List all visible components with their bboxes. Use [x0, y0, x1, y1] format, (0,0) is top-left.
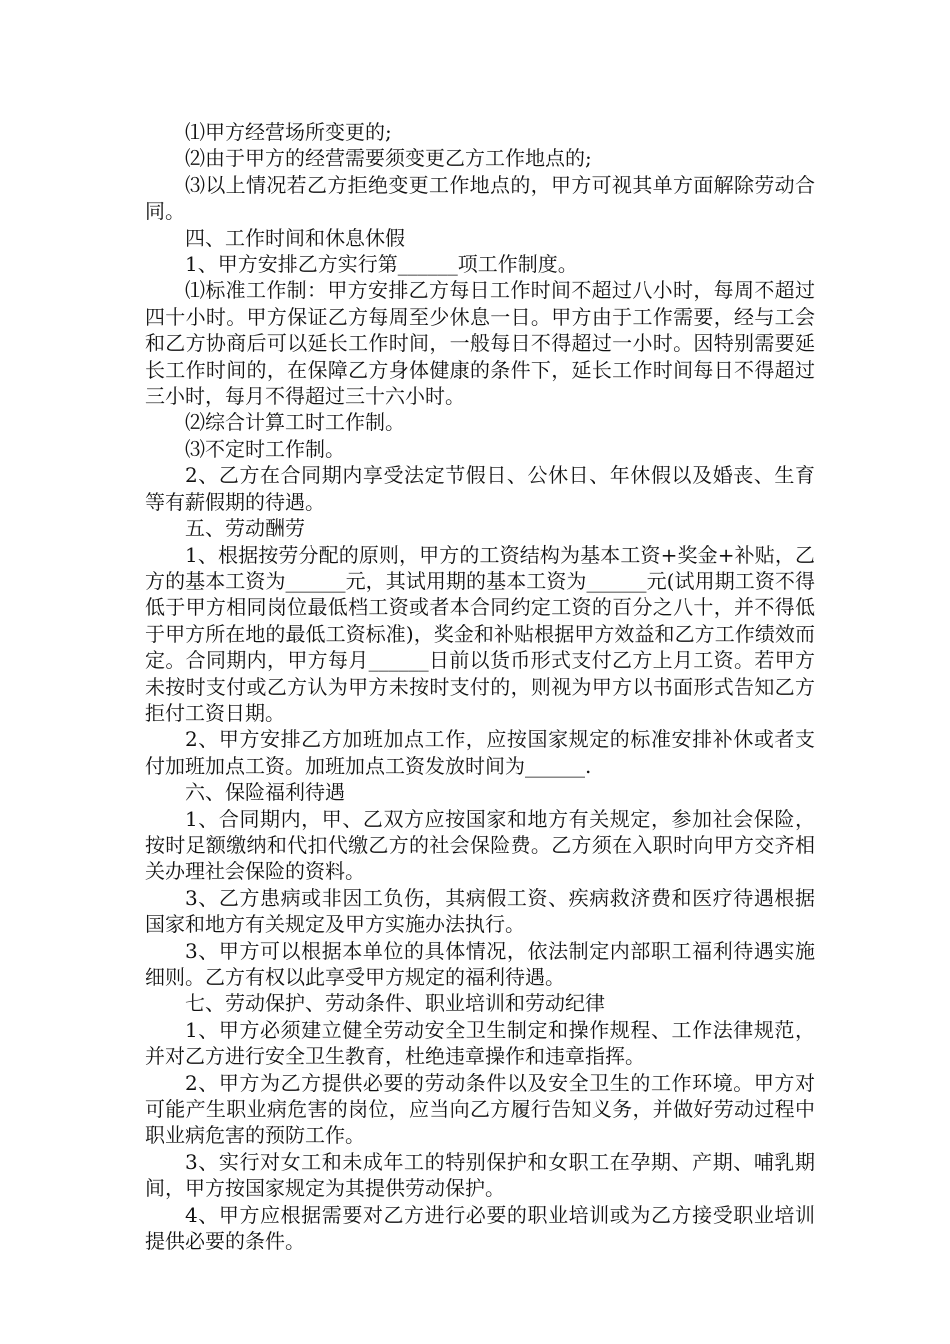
clause-5-1: 1、根据按劳分配的原则，甲方的工资结构为基本工资+奖金+补贴，乙方的基本工资为______元，其试用期的基本工资为______元(试用期工资不得低于甲方相同岗位最低档工资或者本合同约定工资的百分之八十，并不得低于甲方所在地的最低工资标准)，奖金和补贴根据甲方效益和乙方工作绩效而定。合同期内，甲方每月______日前以货币形式支付乙方上月工资。若甲方未按时支付或乙方认为甲方未按时支付的，则视为甲方以书面形式告知乙方拒付工资日期。 [145, 542, 815, 725]
section-heading-4: 四、工作时间和休息休假 [185, 225, 405, 250]
clause-4-1-standard: ⑴标准工作制：甲方安排乙方每日工作时间不超过八小时，每周不超过四十小时。甲方保证乙方每周至少休息一日。甲方由于工作需要，经与工会和乙方协商后可以延长工作时间，一般每日不得超过一小时。因特别需要延长工作时间的，在保障乙方身体健康的条件下，延长工作时间每日不得超过三小时，每月不得超过三十六小时。 [145, 278, 815, 409]
clause-7-4: 4、甲方应根据需要对乙方进行必要的职业培训或为乙方接受职业培训提供必要的条件。 [145, 1202, 815, 1254]
section-heading-6: 六、保险福利待遇 [185, 780, 345, 805]
clause-5-2: 2、甲方安排乙方加班加点工作，应按国家规定的标准安排补休或者支付加班加点工资。加班加点工资发放时间为______. [145, 727, 815, 778]
clause-4-1-flexible: ⑶不定时工作制。 [185, 436, 345, 461]
clause-workplace-change-1: ⑴甲方经营场所变更的; [185, 120, 392, 144]
clause-6-3b: 3、甲方可以根据本单位的具体情况，依法制定内部职工福利待遇实施细则。乙方有权以此享受甲方规定的福利待遇。 [145, 938, 815, 989]
clause-4-1-comprehensive: ⑵综合计算工时工作制。 [185, 410, 405, 435]
clause-7-1: 1、甲方必须建立健全劳动安全卫生制定和操作规程、工作法律规范，并对乙方进行安全卫生教育，杜绝违章操作和违章指挥。 [145, 1017, 815, 1069]
clause-6-3a: 3、乙方患病或非因工负伤，其病假工资、疾病救济费和医疗待遇根据国家和地方有关规定及甲方实施办法执行。 [145, 885, 815, 937]
clause-workplace-change-3: ⑶以上情况若乙方拒绝变更工作地点的，甲方可视其单方面解除劳动合同。 [145, 172, 815, 224]
document-body [145, 119, 815, 1254]
clause-workplace-change-2: ⑵由于甲方的经营需要须变更乙方工作地点的; [185, 146, 592, 171]
clause-7-2: 2、甲方为乙方提供必要的劳动条件以及安全卫生的工作环境。甲方对可能产生职业病危害的岗位，应当向乙方履行告知义务，并做好劳动过程中职业病危害的预防工作。 [145, 1070, 815, 1148]
section-heading-7: 七、劳动保护、劳动条件、职业培训和劳动纪律 [185, 991, 605, 1016]
clause-4-2: 2、乙方在合同期内享受法定节假日、公休日、年休假以及婚丧、生育等有薪假期的待遇。 [145, 463, 815, 514]
clause-7-3: 3、实行对女工和未成年工的特别保护和女职工在孕期、产期、哺乳期间，甲方按国家规定为其提供劳动保护。 [145, 1149, 815, 1201]
section-heading-5: 五、劳动酬劳 [185, 516, 305, 541]
clause-4-1: 1、甲方安排乙方实行第______项工作制度。 [185, 252, 578, 277]
clause-6-1: 1、合同期内，甲、乙双方应按国家和地方有关规定，参加社会保险，按时足额缴纳和代扣代缴乙方的社会保险费。乙方须在入职时向甲方交齐相关办理社会保险的资料。 [145, 806, 815, 884]
